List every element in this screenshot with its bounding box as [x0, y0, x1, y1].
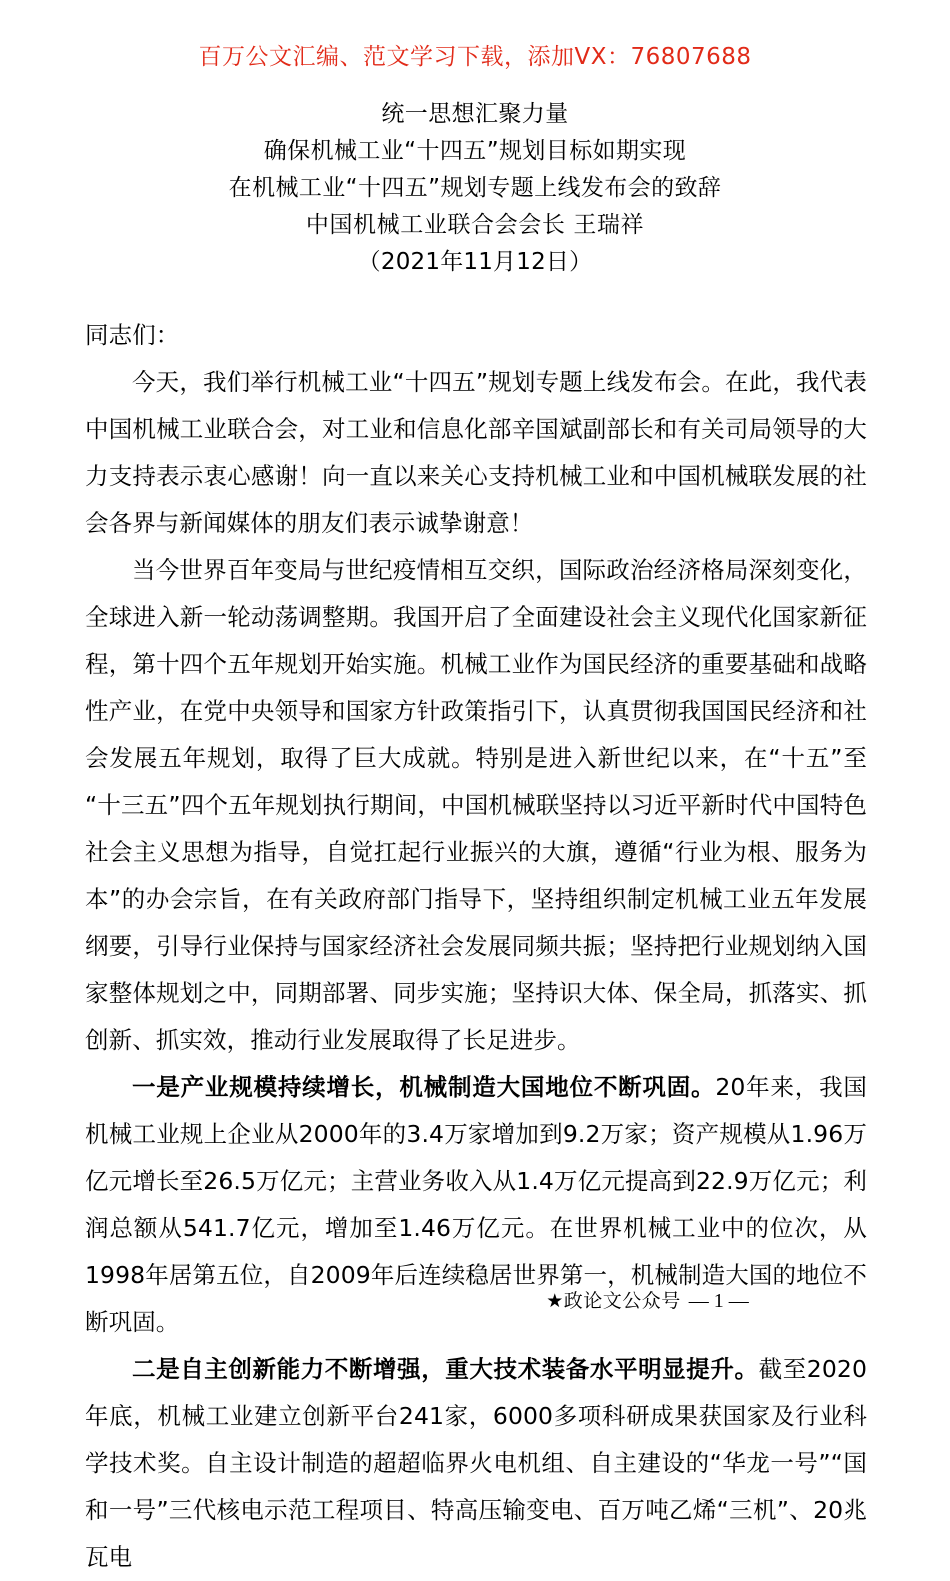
title-line-2: 确保机械工业“十四五”规划目标如期实现 — [263, 138, 687, 164]
title-date: （2021年11月12日） — [357, 249, 593, 275]
paragraph-4-lead: 二是自主创新能力不断增强，重大技术装备水平明显提升。 — [132, 1355, 759, 1383]
promo-banner: 百万公文汇编、范文学习下载，添加VX：76807688 — [198, 44, 752, 70]
title-line-3: 在机械工业“十四五”规划专题上线发布会的致辞 — [228, 175, 722, 201]
paragraph-2: 当今世界百年变局与世纪疫情相互交织，国际政治经济格局深刻变化，全球进入新一轮动荡调整期。我国开启了全面建设社会主义现代化国家新征程，第十四个五年规划开始实施。机械工业作为国民经济的重要基础和战略性产业，在党中央领导和国家方针政策指引下，认真贯彻我国国民经济和社会发展五年规划，取得了巨大成就。特别是进入新世纪以来，在“十五”至“十三五”四个五年规划执行期间，中国机械联坚持以习近平新时代中国特色社会主义思想为指导，自觉扛起行业振兴的大旗，遵循“行业为根、服务为本”的办会宗旨，在有关政府部门指导下，坚持组织制定机械工业五年发展纲要，引导行业保持与国家经济社会发展同频共振；坚持把行业规划纳入国家整体规划之中，同期部署、同步实施；坚持识大体、保全局，抓落实、抓创新、抓实效，推动行业发展取得了长足进步。 — [85, 556, 867, 1054]
page-footer — [0, 1286, 950, 1315]
paragraph-3-rest: 20年来，我国机械工业规上企业从2000年的3.4万家增加到9.2万家；资产规模从1.96万亿元增长至26.5万亿元；主营业务收入从1.4万亿元提高到22.9万亿元；利润总额从541.7亿元，增加至1.46万亿元。在世界机械工业中的位次，从1998年居第五位，自2009年后连续稳居世界第一，机械制造大国的地位不断巩固。 — [85, 1073, 867, 1336]
paragraph-salutation: 同志们： — [85, 321, 180, 349]
paragraph-3-lead: 一是产业规模持续增长，机械制造大国地位不断巩固。 — [132, 1073, 716, 1101]
paragraph-4-rest: 截至2020年底，机械工业建立创新平台241家，6000多项科研成果获国家及行业科学技术奖。自主设计制造的超超临界火电机组、自主建设的“华龙一号”“国和一号”三代核电示范工程项目、特高压输变电、百万吨乙烯“三机”、20兆瓦电 — [85, 1355, 867, 1571]
page-number: — 1 — — [688, 1290, 749, 1312]
document-title-block — [0, 96, 950, 281]
footer-inner — [546, 1286, 749, 1315]
footer-watermark: ★政论文公众号 — [546, 1290, 681, 1312]
paragraph-1: 今天，我们举行机械工业“十四五”规划专题上线发布会。在此，我代表中国机械工业联合会，对工业和信息化部辛国斌副部长和有关司局领导的大力支持表示衷心感谢！向一直以来关心支持机械工业和中国机械联发展的社会各界与新闻媒体的朋友们表示诚挚谢意！ — [85, 368, 867, 537]
document-body — [85, 312, 867, 1581]
title-line-1: 统一思想汇聚力量 — [381, 101, 569, 127]
title-byline: 中国机械工业联合会会长 王瑞祥 — [305, 212, 645, 238]
paragraph-4 — [85, 1346, 867, 1581]
